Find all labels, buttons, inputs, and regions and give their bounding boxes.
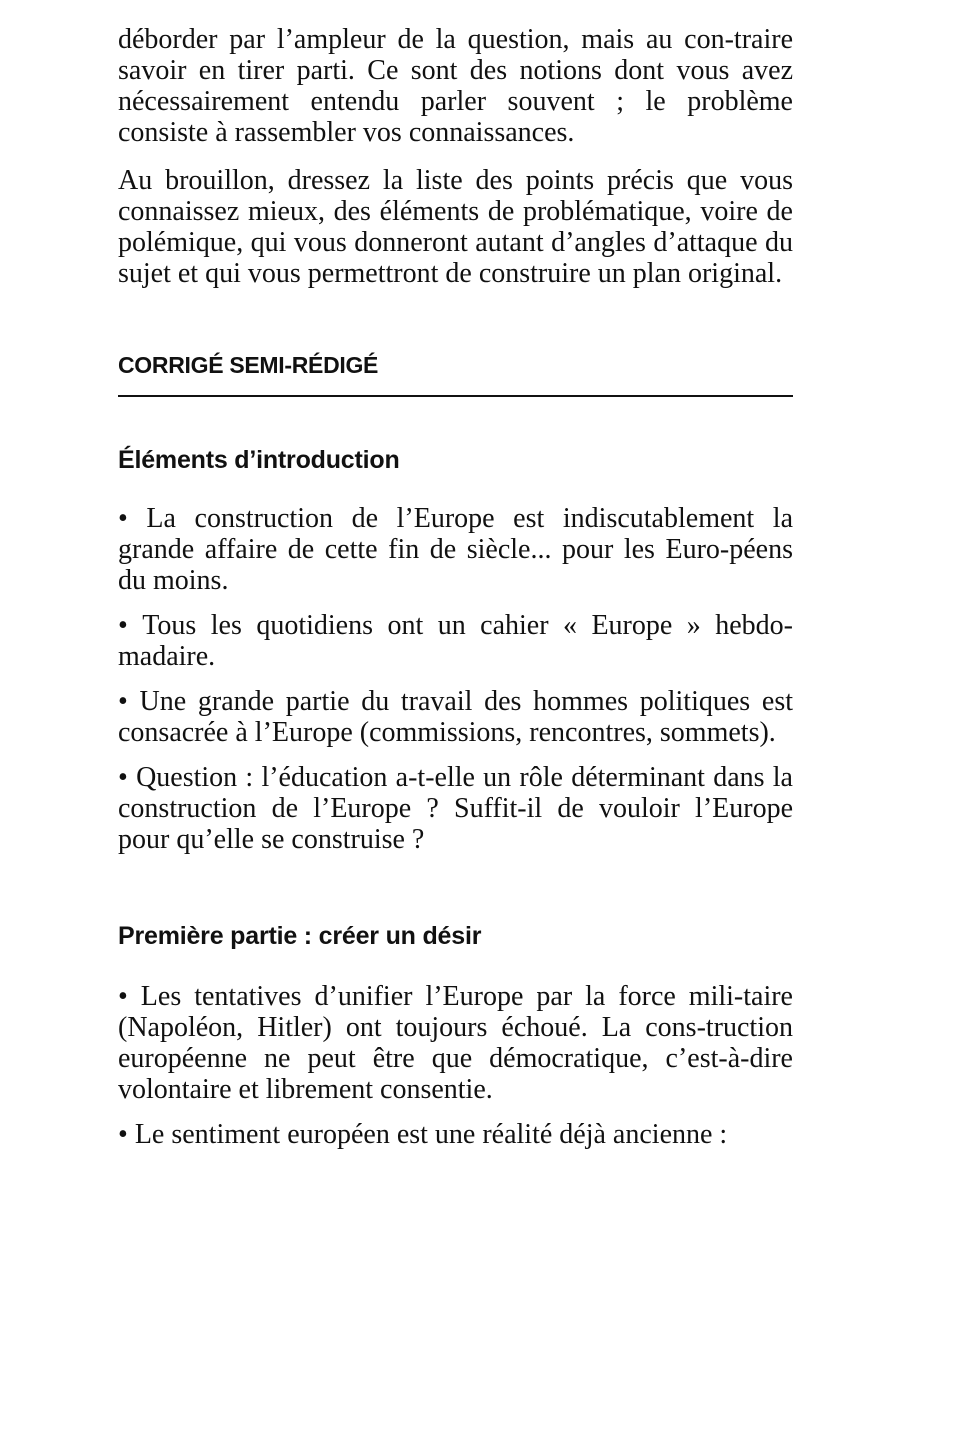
part-one-title: Première partie : créer un désir <box>118 922 482 950</box>
section-label: CORRIGÉ SEMI-RÉDIGÉ <box>118 352 379 378</box>
part-one-bullet-1: • Les tentatives d’unifier l’Europe par la force mili-taire (Napoléon, Hitler) ont toujours échoué. La cons-truction européenne ne peut être que démocratique, c’est-à-dire volontaire et librement consentie. <box>118 981 793 1105</box>
part-one-bullet-2: • Le sentiment européen est une réalité déjà ancienne : <box>118 1119 793 1150</box>
page-content <box>118 24 793 1150</box>
intro-paragraph-1: déborder par l’ampleur de la question, mais au con-traire savoir en tirer parti. Ce sont des notions dont vous avez nécessairement entendu parler souvent ; le problème consiste à rassembler vos connaissances. <box>118 24 793 148</box>
intro-bullet-3: • Une grande partie du travail des hommes politiques est consacrée à l’Europe (commissions, rencontres, sommets). <box>118 686 793 748</box>
intro-bullet-2: • Tous les quotidiens ont un cahier « Europe » hebdo-madaire. <box>118 610 793 672</box>
intro-bullet-1: • La construction de l’Europe est indiscutablement la grande affaire de cette fin de siècle... pour les Euro-péens du moins. <box>118 503 793 596</box>
intro-section-title: Éléments d’introduction <box>118 446 400 474</box>
intro-paragraph-2: Au brouillon, dressez la liste des points précis que vous connaissez mieux, des éléments de problématique, voire de polémique, qui vous donneront autant d’angles d’attaque du sujet et qui vous permettront de construire un plan original. <box>118 165 793 289</box>
divider <box>118 395 793 397</box>
intro-bullet-4: • Question : l’éducation a-t-elle un rôle déterminant dans la construction de l’Europe ? Suffit-il de vouloir l’Europe pour qu’elle se construise ? <box>118 762 793 855</box>
